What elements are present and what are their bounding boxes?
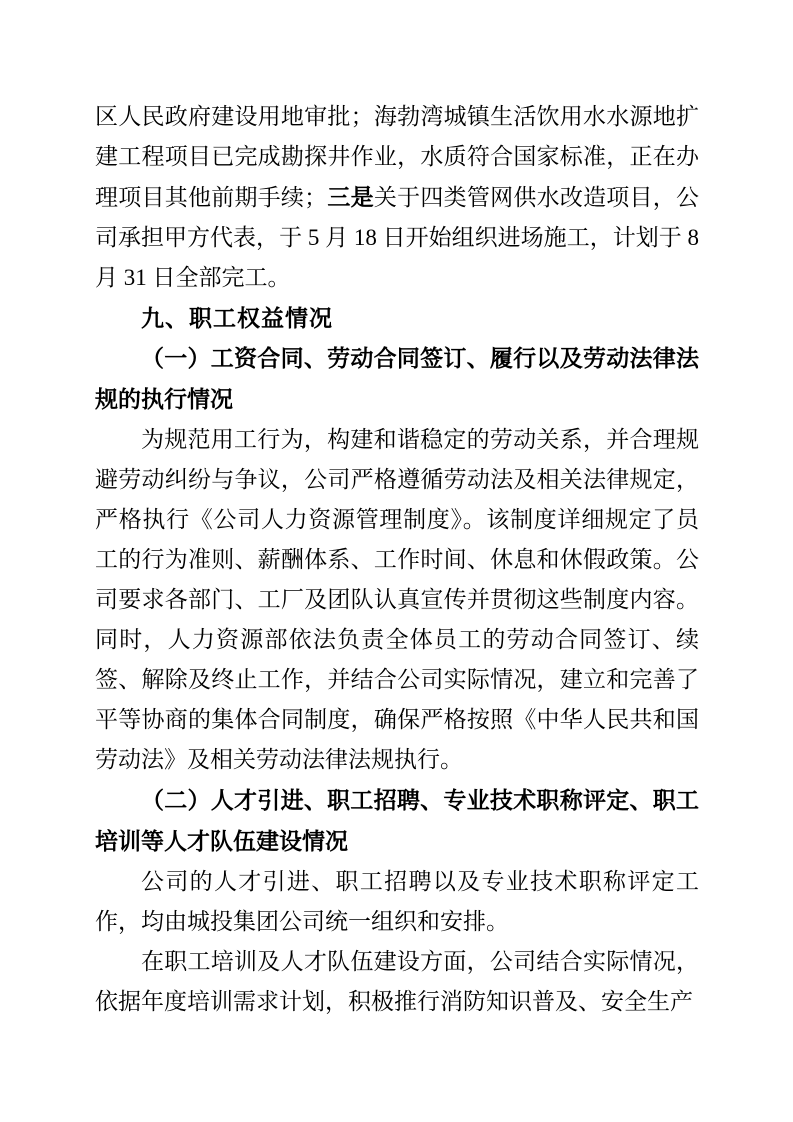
body-paragraph [95,942,699,1022]
bold-text-run: 九、职工权益情况 [141,305,333,331]
bold-text-run: （一）工资合同、劳动合同签订、履行以及劳动法律法规的执行情况 [95,345,699,412]
body-paragraph [95,420,699,780]
bold-text-run: （二）人才引进、职工招聘、专业技术职称评定、职工培训等人才队伍建设情况 [95,787,699,854]
document-content [95,97,699,1022]
subsection-heading [95,780,699,862]
text-run: 区人民政府建设用地审批；海勃湾城镇生活饮用水水源地扩建工程项目已完成勘探井作业，水质符合国家标准，正在办理项目其他前期手续； [95,104,699,210]
body-paragraph [95,97,699,298]
section-heading [95,298,699,338]
text-run: 关于四类管网供水改造项目，公司承担甲方代表，于 5 月 18 日开始组织进场施工，计划于 8 月 31 日全部完工。 [95,185,700,290]
bold-text-run: 三是 [327,184,374,210]
text-run: 为规范用工行为，构建和谐稳定的劳动关系，并合理规避劳动纠纷与争议，公司严格遵循劳动法及相关法律规定，严格执行《公司人力资源管理制度》。该制度详细规定了员工的行为准则、薪酬体系、工作时间、休息和休假政策。公司要求各部门、工厂及团队认真宣传并贯彻这些制度内容。同时，人力资源部依法负责全体员工的劳动合同签订、续签、解除及终止工作，并结合公司实际情况，建立和完善了平等协商的集体合同制度，确保严格按照《中华人民共和国劳动法》及相关劳动法律法规执行。 [95,427,699,772]
body-paragraph [95,862,699,942]
subsection-heading [95,338,699,420]
text-run: 在职工培训及人才队伍建设方面，公司结合实际情况，依据年度培训需求计划，积极推行消防知识普及、安全生产 [95,949,699,1014]
text-run: 公司的人才引进、职工招聘以及专业技术职称评定工作，均由城投集团公司统一组织和安排。 [95,869,699,934]
